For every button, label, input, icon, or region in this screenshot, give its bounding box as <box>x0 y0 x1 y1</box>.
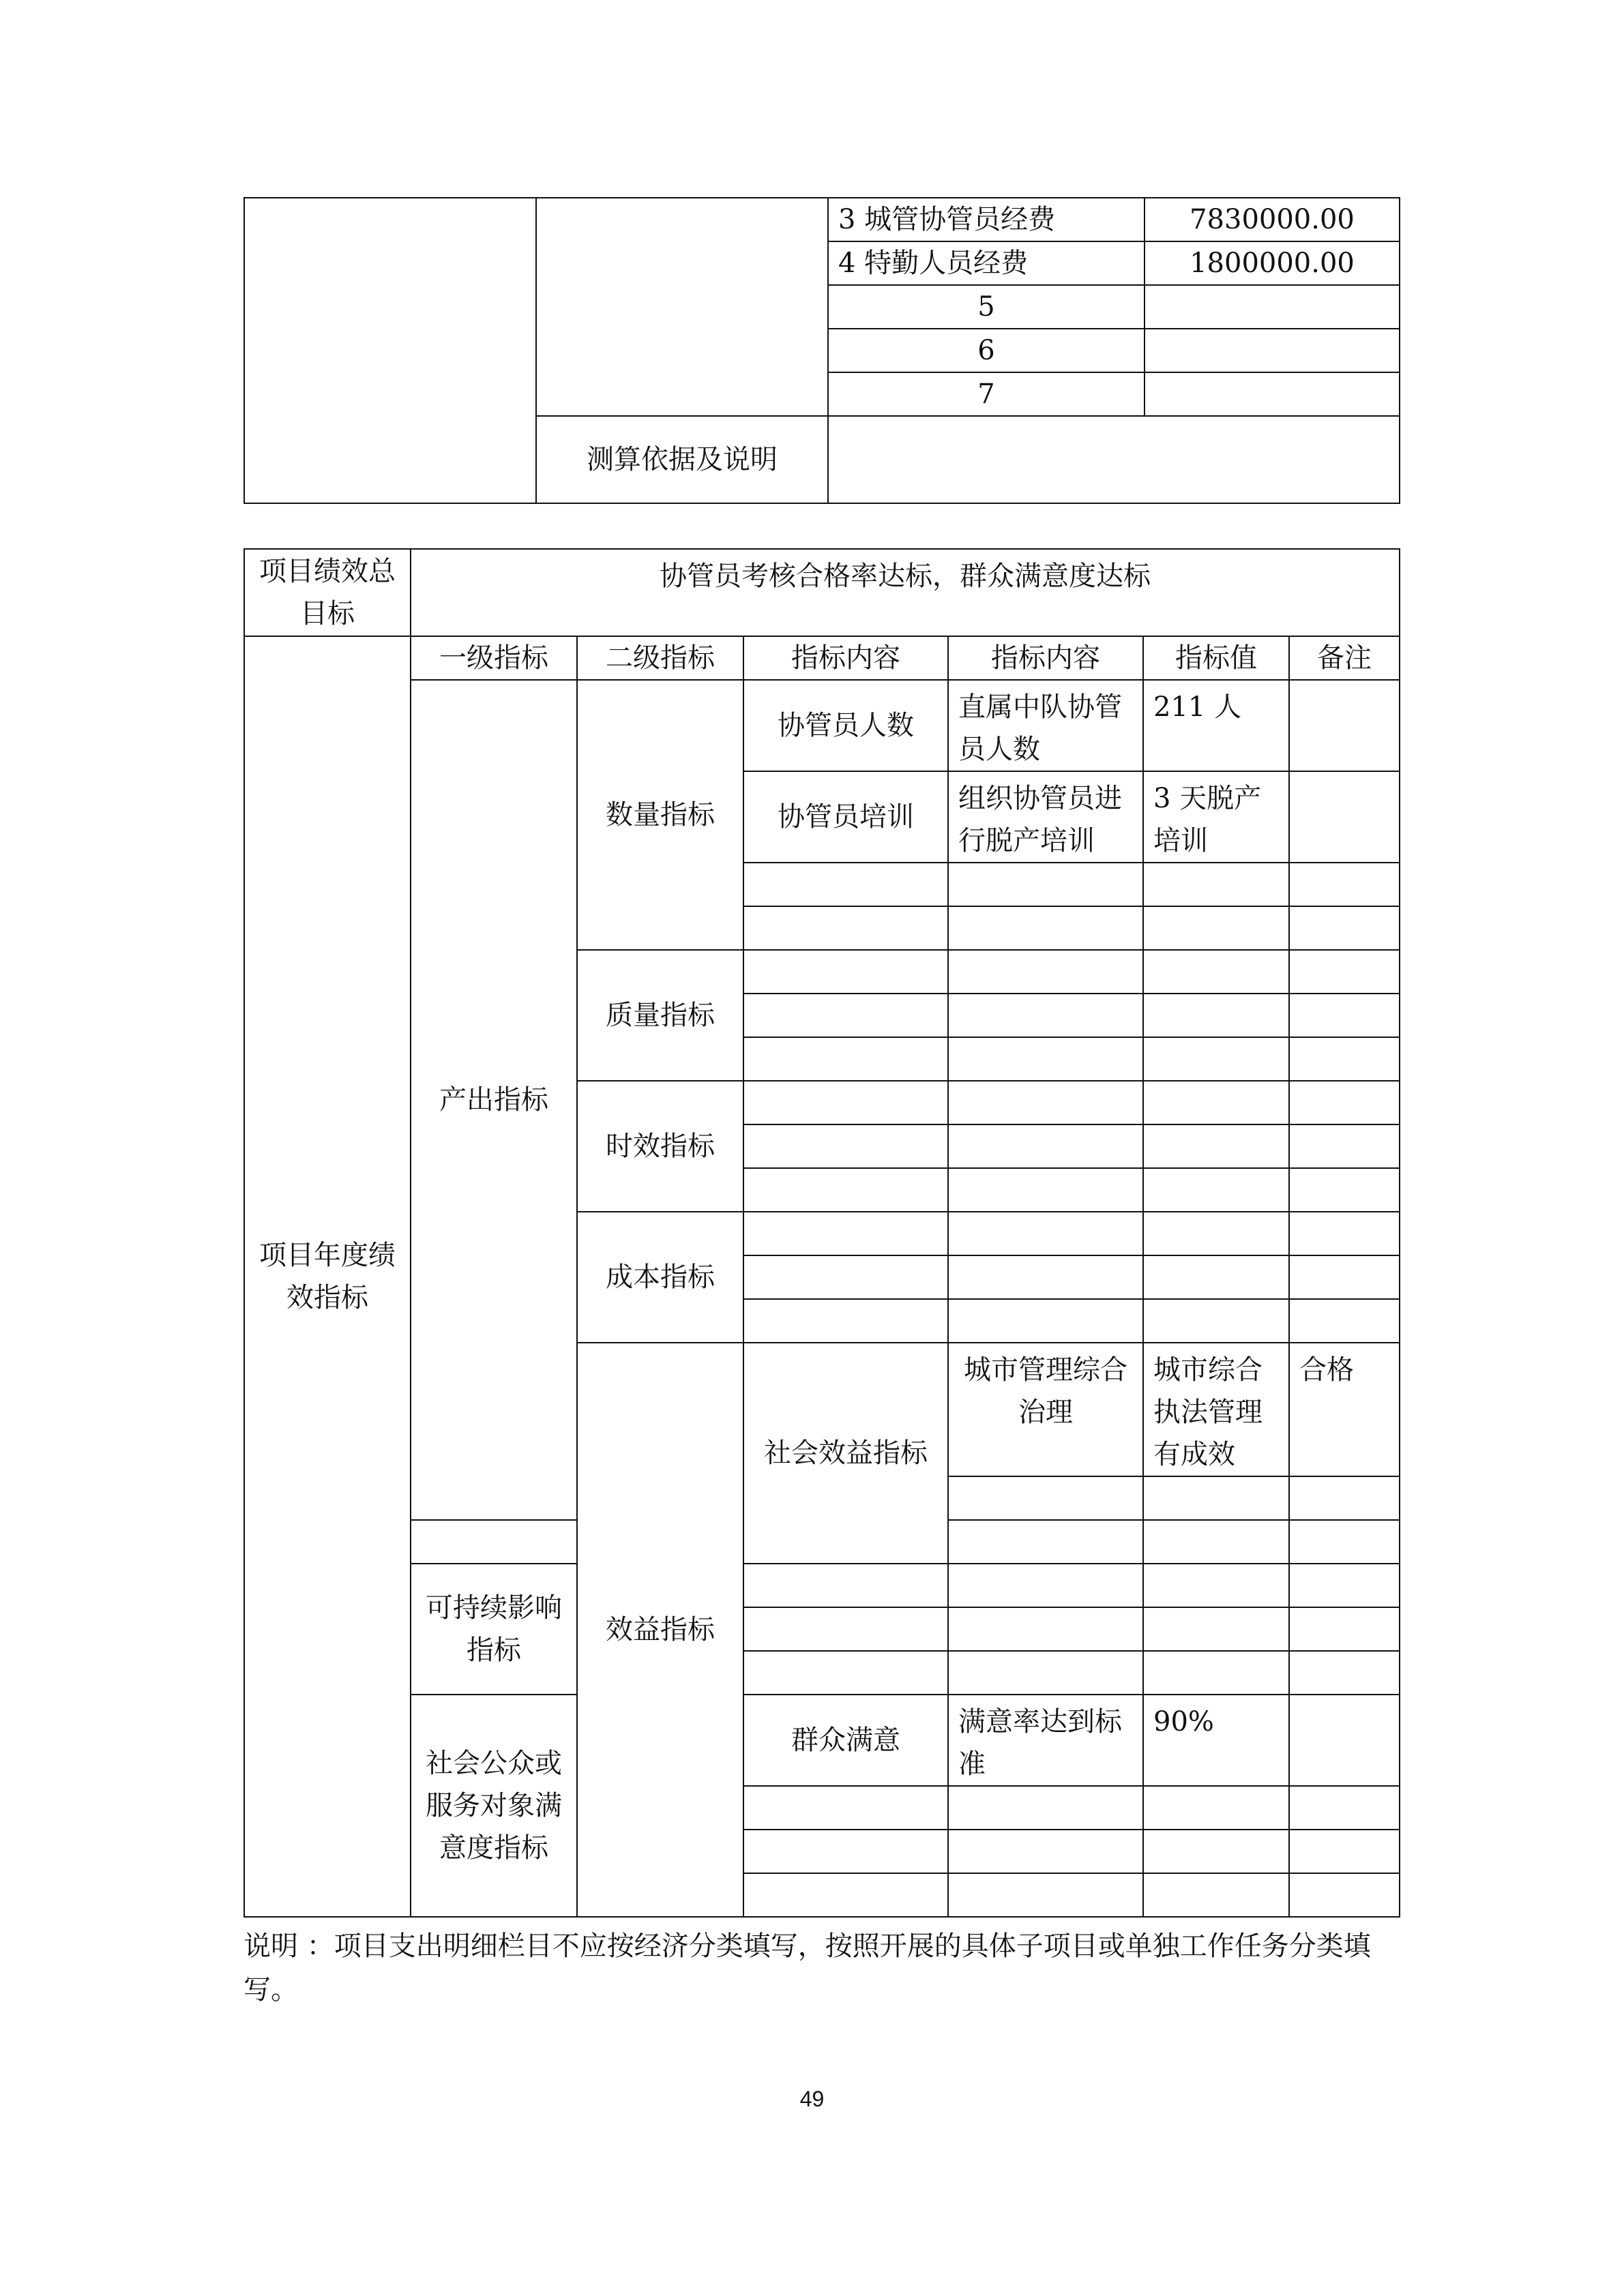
empty-cell <box>743 1786 948 1830</box>
empty-cell <box>948 1830 1143 1873</box>
empty-cell <box>743 1212 948 1255</box>
level1-benefit: 效益指标 <box>577 1343 743 1917</box>
header-level1: 一级指标 <box>411 636 577 680</box>
empty-cell <box>743 1564 948 1607</box>
empty-cell <box>1143 1607 1289 1651</box>
budget-item-amount <box>1145 329 1400 372</box>
empty-cell <box>1143 1873 1289 1917</box>
indicator-value: 3 天脱产培训 <box>1143 771 1289 863</box>
empty-cell <box>1289 1520 1400 1564</box>
indicator-remark <box>1289 1695 1400 1786</box>
level1-output: 产出指标 <box>411 680 577 1520</box>
indicator-content: 群众满意 <box>743 1695 948 1786</box>
indicator-remark <box>1289 680 1400 771</box>
empty-cell <box>1143 1520 1289 1564</box>
indicator-detail: 满意率达到标准 <box>948 1695 1143 1786</box>
empty-cell <box>948 863 1143 906</box>
level2-timeliness: 时效指标 <box>577 1081 743 1212</box>
empty-cell <box>948 1124 1143 1168</box>
empty-cell <box>948 994 1143 1037</box>
empty-cell <box>1289 1299 1400 1343</box>
empty-cell <box>1289 1168 1400 1212</box>
empty-cell <box>743 994 948 1037</box>
level2-cost: 成本指标 <box>577 1212 743 1343</box>
empty-cell <box>1143 950 1289 994</box>
empty-cell <box>948 1873 1143 1917</box>
empty-cell <box>948 1255 1143 1299</box>
empty-cell <box>948 950 1143 994</box>
empty-cell <box>1289 1081 1400 1124</box>
empty-cell <box>743 1830 948 1873</box>
empty-cell <box>1143 1212 1289 1255</box>
empty-cell <box>1143 1168 1289 1212</box>
indicator-value: 合格 <box>1289 1343 1400 1476</box>
empty-cell <box>411 1520 577 1564</box>
empty-cell <box>1289 1651 1400 1695</box>
empty-cell <box>1289 1873 1400 1917</box>
header-remark: 备注 <box>1289 636 1400 680</box>
empty-cell <box>743 1124 948 1168</box>
empty-cell <box>743 863 948 906</box>
basis-value <box>828 416 1400 503</box>
level2-satisfaction: 社会公众或服务对象满意度指标 <box>411 1695 577 1917</box>
empty-cell <box>948 1607 1143 1651</box>
empty-cell <box>1289 950 1400 994</box>
budget-item-name: 6 <box>828 329 1145 372</box>
indicator-content: 协管员人数 <box>743 680 948 771</box>
budget-item-name: 5 <box>828 285 1145 329</box>
level2-sustainable: 可持续影响指标 <box>411 1564 577 1695</box>
indicator-detail: 组织协管员进行脱产培训 <box>948 771 1143 863</box>
overall-goal-label: 项目绩效总目标 <box>244 549 411 636</box>
basis-label: 测算依据及说明 <box>536 416 828 503</box>
indicator-value: 211 人 <box>1143 680 1289 771</box>
level2-quality: 质量指标 <box>577 950 743 1081</box>
empty-cell <box>743 1081 948 1124</box>
indicator-content: 城市管理综合治理 <box>948 1343 1143 1476</box>
empty-cell <box>1143 1037 1289 1081</box>
empty-cell <box>948 1651 1143 1695</box>
empty-cell <box>1289 906 1400 950</box>
empty-cell <box>1143 994 1289 1037</box>
budget-item-amount: 7830000.00 <box>1145 198 1400 241</box>
empty-cell <box>1289 1124 1400 1168</box>
budget-item-name: 3 城管协管员经费 <box>828 198 1145 241</box>
empty-cell <box>1143 1830 1289 1873</box>
budget-item-amount: 1800000.00 <box>1145 241 1400 285</box>
empty-cell <box>1289 863 1400 906</box>
empty-cell <box>1143 1081 1289 1124</box>
empty-cell <box>948 1081 1143 1124</box>
empty-cell <box>948 1564 1143 1607</box>
indicator-detail: 城市综合执法管理有成效 <box>1143 1343 1289 1476</box>
empty-cell <box>743 1037 948 1081</box>
empty-cell <box>1143 1786 1289 1830</box>
empty-cell <box>948 1476 1143 1520</box>
empty-cell <box>948 906 1143 950</box>
empty-cell <box>1143 1255 1289 1299</box>
budget-blank-cell <box>536 198 828 416</box>
header-content: 指标内容 <box>743 636 948 680</box>
empty-cell <box>1289 1212 1400 1255</box>
empty-cell <box>948 1037 1143 1081</box>
empty-cell <box>948 1212 1143 1255</box>
empty-cell <box>1289 1037 1400 1081</box>
empty-cell <box>948 1299 1143 1343</box>
indicator-remark <box>1289 771 1400 863</box>
empty-cell <box>743 1168 948 1212</box>
empty-cell <box>1289 1255 1400 1299</box>
empty-cell <box>948 1520 1143 1564</box>
empty-cell <box>1289 1786 1400 1830</box>
page-number: 49 <box>799 2087 825 2111</box>
header-level2: 二级指标 <box>577 636 743 680</box>
overall-goal-text: 协管员考核合格率达标，群众满意度达标 <box>411 549 1400 636</box>
empty-cell <box>1289 994 1400 1037</box>
empty-cell <box>1143 1476 1289 1520</box>
budget-item-name: 7 <box>828 372 1145 416</box>
empty-cell <box>1289 1476 1400 1520</box>
empty-cell <box>1143 863 1289 906</box>
header-content-detail: 指标内容 <box>948 636 1143 680</box>
header-value: 指标值 <box>1143 636 1289 680</box>
budget-item-name: 4 特勤人员经费 <box>828 241 1145 285</box>
empty-cell <box>948 1786 1143 1830</box>
empty-cell <box>1143 1564 1289 1607</box>
empty-cell <box>1289 1564 1400 1607</box>
level2-social: 社会效益指标 <box>743 1343 948 1564</box>
empty-cell <box>743 1299 948 1343</box>
level2-quantity: 数量指标 <box>577 680 743 950</box>
indicator-detail: 直属中队协管员人数 <box>948 680 1143 771</box>
empty-cell <box>743 950 948 994</box>
budget-item-amount <box>1145 372 1400 416</box>
empty-cell <box>743 1607 948 1651</box>
empty-cell <box>1143 1651 1289 1695</box>
empty-cell <box>1289 1830 1400 1873</box>
indicator-value: 90% <box>1143 1695 1289 1786</box>
annual-indicators-label: 项目年度绩效指标 <box>244 636 411 1917</box>
empty-cell <box>1289 1607 1400 1651</box>
budget-table <box>243 197 1400 504</box>
empty-cell <box>743 906 948 950</box>
empty-cell <box>1143 1299 1289 1343</box>
empty-cell <box>1143 906 1289 950</box>
indicator-content: 协管员培训 <box>743 771 948 863</box>
empty-cell <box>743 1255 948 1299</box>
empty-cell <box>1143 1124 1289 1168</box>
budget-item-amount <box>1145 285 1400 329</box>
footnote: 说明 ：项目支出明细栏目不应按经济分类填写，按照开展的具体子项目或单独工作任务分类填写。 <box>243 1930 1371 2006</box>
empty-cell <box>743 1873 948 1917</box>
empty-cell <box>948 1168 1143 1212</box>
budget-blank-cell <box>244 198 536 503</box>
performance-table <box>243 548 1400 1918</box>
empty-cell <box>743 1651 948 1695</box>
